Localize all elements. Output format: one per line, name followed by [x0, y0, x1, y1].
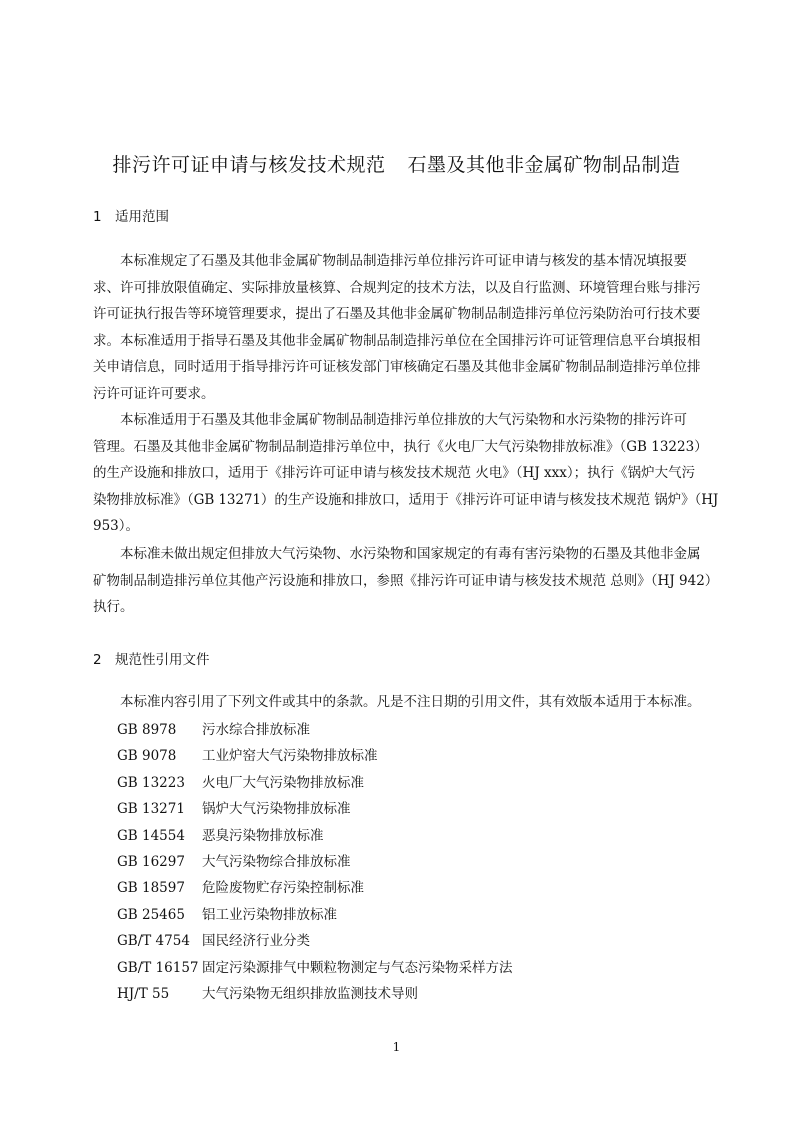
reference-code: GB 13271: [117, 801, 185, 818]
paragraph-line: 本标准未做出规定但排放大气污染物、水污染物和国家规定的有毒有害污染物的石墨及其他非金属: [120, 546, 701, 562]
reference-name: 工业炉窑大气污染物排放标准: [202, 748, 378, 765]
section-2-intro: 本标准内容引用了下列文件或其中的条款。凡是不注日期的引用文件，其有效版本适用于本标准。: [120, 694, 701, 710]
reference-code: GB 18597: [117, 880, 185, 897]
section-1-title: 适用范围: [115, 209, 169, 225]
reference-item: [117, 849, 513, 875]
reference-item: [117, 981, 513, 1007]
reference-item: [117, 796, 513, 822]
reference-code: GB/T 16157: [117, 959, 199, 976]
section-2-heading: [93, 648, 210, 668]
reference-name: 火电厂大气污染物排放标准: [202, 774, 364, 791]
reference-name: 铝工业污染物排放标准: [202, 906, 337, 923]
reference-list: [117, 717, 513, 1007]
section-2-number: 2: [93, 652, 102, 668]
section-2-title: 规范性引用文件: [115, 652, 210, 668]
reference-name: 恶臭污染物排放标准: [202, 827, 324, 844]
reference-item: [117, 928, 513, 954]
paragraph-line: 本标准规定了石墨及其他非金属矿物制品制造排污单位排污许可证申请与核发的基本情况填报要: [120, 253, 687, 269]
reference-item: [117, 823, 513, 849]
title-part-2: 石墨及其他非金属矿物制品制造: [407, 154, 681, 176]
reference-code: GB 9078: [117, 748, 177, 765]
reference-code: GB 8978: [117, 722, 177, 738]
reference-name: 国民经济行业分类: [202, 933, 310, 950]
paragraph-line: 关申请信息，同时适用于指导排污许可证核发部门审核确定石墨及其他非金属矿物制品制造排污单位排: [93, 359, 701, 375]
reference-item: [117, 955, 513, 981]
reference-code: GB 14554: [117, 827, 185, 844]
reference-item: [117, 770, 513, 796]
paragraph-line: 许可证执行报告等环境管理要求，提出了石墨及其他非金属矿物制品制造排污单位污染防治可行技术要: [93, 306, 701, 322]
reference-item: [117, 743, 513, 769]
reference-code: GB 25465: [117, 906, 185, 923]
reference-item: [117, 875, 513, 901]
paragraph-line: 污许可证许可要求。: [93, 385, 215, 402]
paragraph-line: 本标准适用于石墨及其他非金属矿物制品制造排污单位排放的大气污染物和水污染物的排污许可: [120, 412, 687, 428]
section-1-paragraph-3: [93, 541, 718, 621]
paragraph-line: 求、许可排放限值确定、实际排放量核算、合规判定的技术方法，以及自行监测、环境管理台账与排污: [93, 279, 701, 296]
reference-name: 大气污染物综合排放标准: [202, 853, 351, 870]
section-1-paragraph-1: [93, 248, 718, 407]
reference-name: 大气污染物无组织排放监测技术导则: [202, 985, 418, 1002]
reference-name: 固定污染源排气中颗粒物测定与气态污染物采样方法: [202, 959, 513, 976]
reference-item: [117, 717, 513, 743]
document-title: [0, 150, 793, 177]
paragraph-line: 求。本标准适用于指导石墨及其他非金属矿物制品制造排污单位在全国排污许可证管理信息平台填报相: [93, 332, 701, 349]
section-1-paragraph-2: [93, 407, 718, 540]
section-1-heading: [93, 205, 169, 225]
title-part-1: 排污许可证申请与核发技术规范: [112, 154, 386, 176]
paragraph-line: 953）。: [93, 518, 140, 534]
reference-code: GB 13223: [117, 774, 185, 791]
reference-code: GB/T 4754: [117, 933, 190, 950]
paragraph-line: 矿物制品制造排污单位其他产污设施和排放口，参照《排污许可证申请与核发技术规范 总则》（HJ 942）: [93, 572, 719, 589]
page-number: 1: [392, 1040, 401, 1054]
reference-code: GB 16297: [117, 853, 185, 870]
paragraph-line: 执行。: [93, 599, 134, 615]
paragraph-line: 的生产设施和排放口，适用于《排污许可证申请与核发技术规范 火电》（HJ xxx）；执行《锅炉大气污: [93, 465, 696, 481]
reference-name: 污水综合排放标准: [202, 722, 310, 738]
reference-item: [117, 902, 513, 928]
paragraph-line: 管理。石墨及其他非金属矿物制品制造排污单位中，执行《火电厂大气污染物排放标准》（GB 13223）: [93, 438, 708, 455]
section-1-number: 1: [93, 209, 102, 225]
reference-code: HJ/T 55: [117, 985, 170, 1002]
reference-name: 危险废物贮存污染控制标准: [202, 880, 364, 897]
paragraph-line: 染物排放标准》（GB 13271）的生产设施和排放口，适用于《排污许可证申请与核发技术规范 锅炉》（HJ: [93, 491, 719, 508]
reference-name: 锅炉大气污染物排放标准: [202, 801, 351, 818]
